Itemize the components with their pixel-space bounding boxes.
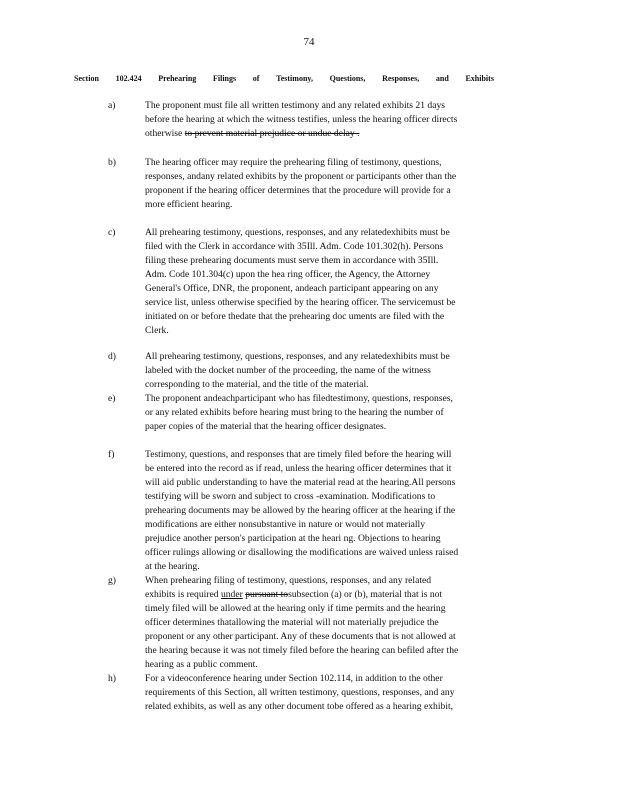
text-line: service list, unless otherwise specified by the hearing officer. The servicemust be <box>145 297 456 308</box>
heading-word: and <box>435 74 449 83</box>
subsection-label: g) <box>108 575 116 586</box>
text-line: initiated on or before thedate that the prehearing doc uments are filed with the <box>145 311 445 322</box>
heading-word: Section <box>74 74 99 83</box>
struck-text: to prevent material prejudice or undue delay . <box>184 128 360 139</box>
text-line: or any related exhibits before hearing must bring to the hearing the number of <box>145 407 444 418</box>
text-segment: subsection (a) or (b), material that is not <box>288 589 443 600</box>
text-line: at the hearing. <box>145 561 200 572</box>
text-line: timely filed will be allowed at the hearing only if time permits and the hearing <box>145 603 446 614</box>
heading-word: Exhibits <box>465 74 494 83</box>
text-line: The hearing officer may require the prehearing filing of testimony, questions, <box>145 157 442 168</box>
text-line: When prehearing filing of testimony, questions, responses, and any related <box>145 575 432 586</box>
subsection-label: b) <box>108 157 116 168</box>
heading-word: Testimony, <box>276 74 313 83</box>
subsection-text <box>145 226 538 338</box>
heading-word: Filings <box>212 74 237 83</box>
subsection-text <box>145 392 538 434</box>
text-line <box>145 588 538 602</box>
text-line: Adm. Code 101.304(c) upon the hea ring officer, the Agency, the Attorney <box>145 269 431 280</box>
heading-word: Prehearing <box>158 74 197 83</box>
text-line: will aid public understanding to have the material read at the hearing.All persons <box>145 477 456 488</box>
heading-word: of <box>252 74 260 83</box>
text-line: the hearing because it was not timely filed before the hearing can befiled after the <box>145 645 459 656</box>
text-line: filed with the Clerk in accordance with 35Ill. Adm. Code 101.302(h). Persons <box>145 241 444 252</box>
text-line: paper copies of the material that the hearing officer designates. <box>145 421 387 432</box>
text-line: requirements of this Section, all written testimony, questions, responses, and any <box>145 687 455 698</box>
subsection-text <box>145 448 538 574</box>
subsection-label: a) <box>108 100 116 111</box>
text-line: prehearing documents may be allowed by the hearing officer at the hearing if the <box>145 505 456 516</box>
subsection-text <box>145 574 538 672</box>
subsection-text <box>145 672 538 714</box>
text-line: General's Office, DNR, the proponent, andeach participant appearing on any <box>145 283 439 294</box>
text-line <box>145 127 538 141</box>
page-number: 74 <box>303 36 315 48</box>
subsection-text <box>145 99 538 141</box>
text-line: hearing as a public comment. <box>145 659 258 670</box>
text-line: Testimony, questions, and responses that are timely filed before the hearing will <box>145 449 452 460</box>
text-line: officer rulings allowing or disallowing the modifications are waived unless raised <box>145 547 459 558</box>
text-line: more efficient hearing. <box>145 199 233 210</box>
heading-word: Questions, <box>329 74 366 83</box>
section-heading <box>74 74 494 83</box>
text-line: proponent or any other participant. Any of these documents that is not allowed at <box>145 631 456 642</box>
text-segment: exhibits is required <box>145 589 219 600</box>
subsection-label: e) <box>108 393 116 404</box>
subsection-label: f) <box>108 449 115 460</box>
text-line: corresponding to the material, and the title of the material. <box>145 379 369 390</box>
text-line: be entered into the record as if read, unless the hearing officer determines that it <box>145 463 452 474</box>
text-line: proponent if the hearing officer determines that the procedure will provide for a <box>145 185 451 196</box>
subsection-text <box>145 350 538 392</box>
text-line: before the hearing at which the witness testifies, unless the hearing officer directs <box>145 114 458 125</box>
text-line: officer determines thatallowing the material will not materially prejudice the <box>145 617 439 628</box>
text-line: testifying will be sworn and subject to cross -examination. Modifications to <box>145 491 436 502</box>
text-line: All prehearing testimony, questions, responses, and any relatedexhibits must be <box>145 227 450 238</box>
text-line: related exhibits, as well as any other document tobe offered as a hearing exhibit, <box>145 701 454 712</box>
text-line: The proponent andeachparticipant who has filedtestimony, questions, responses, <box>145 393 453 404</box>
text-line: The proponent must file all written testimony and any related exhibits 21 days <box>145 100 446 111</box>
text-line: All prehearing testimony, questions, responses, and any relatedexhibits must be <box>145 351 450 362</box>
text-line: modifications are either nonsubstantive in nature or would not materially <box>145 519 426 530</box>
text-segment: otherwise <box>145 128 183 139</box>
text-line: labeled with the docket number of the proceeding, the name of the witness <box>145 365 431 376</box>
subsection-label: h) <box>108 673 116 684</box>
text-line: filing these prehearing documents must serve them in accordance with 35Ill. <box>145 255 439 266</box>
text-line: Clerk. <box>145 325 169 336</box>
heading-word: 102.424 <box>115 74 142 83</box>
subsection-label: d) <box>108 351 116 362</box>
struck-text: pursuant to <box>245 589 289 600</box>
text-line: For a videoconference hearing under Section 102.114, in addition to the other <box>145 673 443 684</box>
subsection-text <box>145 156 538 212</box>
underlined-text: under <box>220 589 243 600</box>
subsection-label: c) <box>108 227 116 238</box>
text-line: responses, andany related exhibits by the proponent or participants other than the <box>145 171 457 182</box>
heading-word: Responses, <box>382 74 420 83</box>
text-line: prejudice another person's participation at the heari ng. Objections to hearing <box>145 533 441 544</box>
